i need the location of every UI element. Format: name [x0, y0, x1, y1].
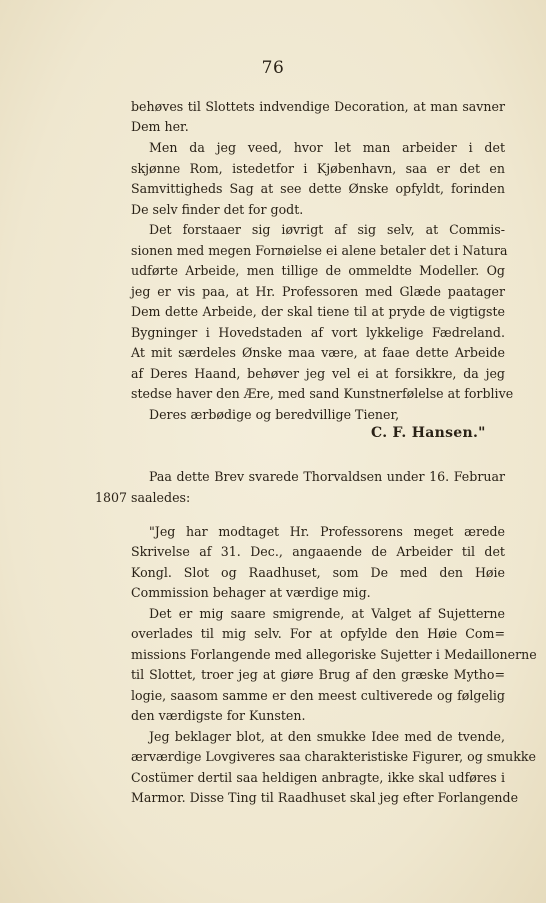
letter1-line-8: sionen med megen Fornøielse ei alene betaler det i Natura	[131, 243, 508, 258]
intro-line-1: Paa dette Brev svarede Thorvaldsen under 16. Februar	[149, 469, 505, 484]
letter1-line-13: At mit særdeles Ønske maa være, at faae dette Arbeide	[131, 345, 505, 360]
letter2-line-12: ærværdige Lovgiveres saa charakteristiske Figurer, og smukke	[131, 749, 537, 764]
letter1-line-2: Dem her.	[131, 119, 189, 134]
letter1-line-12: Bygninger i Hovedstaden af vort lykkelige Fædreland.	[131, 325, 505, 340]
letter2-line-7: missions Forlangende med allegoriske Sujetter i Medaillonerne	[131, 647, 537, 662]
letter2-line-11: Jeg beklager blot, at den smukke Idee med de tvende,	[149, 729, 505, 744]
letter1-line-4: skjønne Rom, istedetfor i Kjøbenhavn, saa er det en	[131, 161, 505, 176]
letter1-line-3: Men da jeg veed, hvor let man arbeider i det	[149, 140, 505, 155]
letter1-line-1: behøves til Slottets indvendige Decoration, at man savner	[131, 99, 505, 114]
letter2-line-4: Commission behager at værdige mig.	[131, 585, 371, 600]
letter2-line-13: Costümer dertil saa heldigen anbragte, ikke skal udføres i	[131, 770, 505, 785]
letter1-line-10: jeg er vis paa, at Hr. Professoren med Glæde paatager	[131, 284, 505, 299]
letter2-line-14: Marmor. Disse Ting til Raadhuset skal jeg efter Forlangende	[131, 790, 519, 805]
letter2-line-1: "Jeg har modtaget Hr. Professorens meget ærede	[149, 524, 505, 539]
letter2-line-8: til Slottet, troer jeg at giøre Brug af den græske Mytho=	[131, 667, 505, 682]
letter1-line-14: af Deres Haand, behøver jeg vel ei at forsikkre, da jeg	[131, 366, 505, 381]
letter1-line-5: Samvittigheds Sag at see dette Ønske opfyldt, forinden	[131, 181, 505, 196]
intro-line-2: 1807 saaledes:	[95, 490, 191, 505]
letter1-line-9: udførte Arbeide, men tillige de ommeldte Modeller. Og	[131, 263, 505, 278]
letter1-line-7: Det forstaaer sig iøvrigt af sig selv, at Commis-	[149, 222, 505, 237]
letter1-signature: C. F. Hansen."	[371, 425, 486, 441]
letter2-line-3: Kongl. Slot og Raadhuset, som De med den Høie	[131, 565, 505, 580]
letter1-line-15: stedse haver den Ære, med sand Kunstnerfølelse at forblive	[131, 386, 514, 401]
letter1-closing: Deres ærbødige og beredvillige Tiener,	[149, 407, 400, 422]
letter2-line-5: Det er mig saare smigrende, at Valget af Sujetterne	[149, 606, 505, 621]
page-number: 76	[261, 58, 285, 78]
letter1-line-6: De selv finder det for godt.	[131, 202, 304, 217]
letter2-line-6: overlades til mig selv. For at opfylde den Høie Com=	[131, 626, 505, 641]
letter2-line-9: logie, saasom samme er den meest cultiverede og følgelig	[131, 688, 505, 703]
letter1-line-11: Dem dette Arbeide, der skal tiene til at pryde de vigtigste	[131, 304, 505, 319]
letter2-line-10: den værdigste for Kunsten.	[131, 708, 306, 723]
letter2-line-2: Skrivelse af 31. Dec., angaaende de Arbeider til det	[131, 544, 505, 559]
